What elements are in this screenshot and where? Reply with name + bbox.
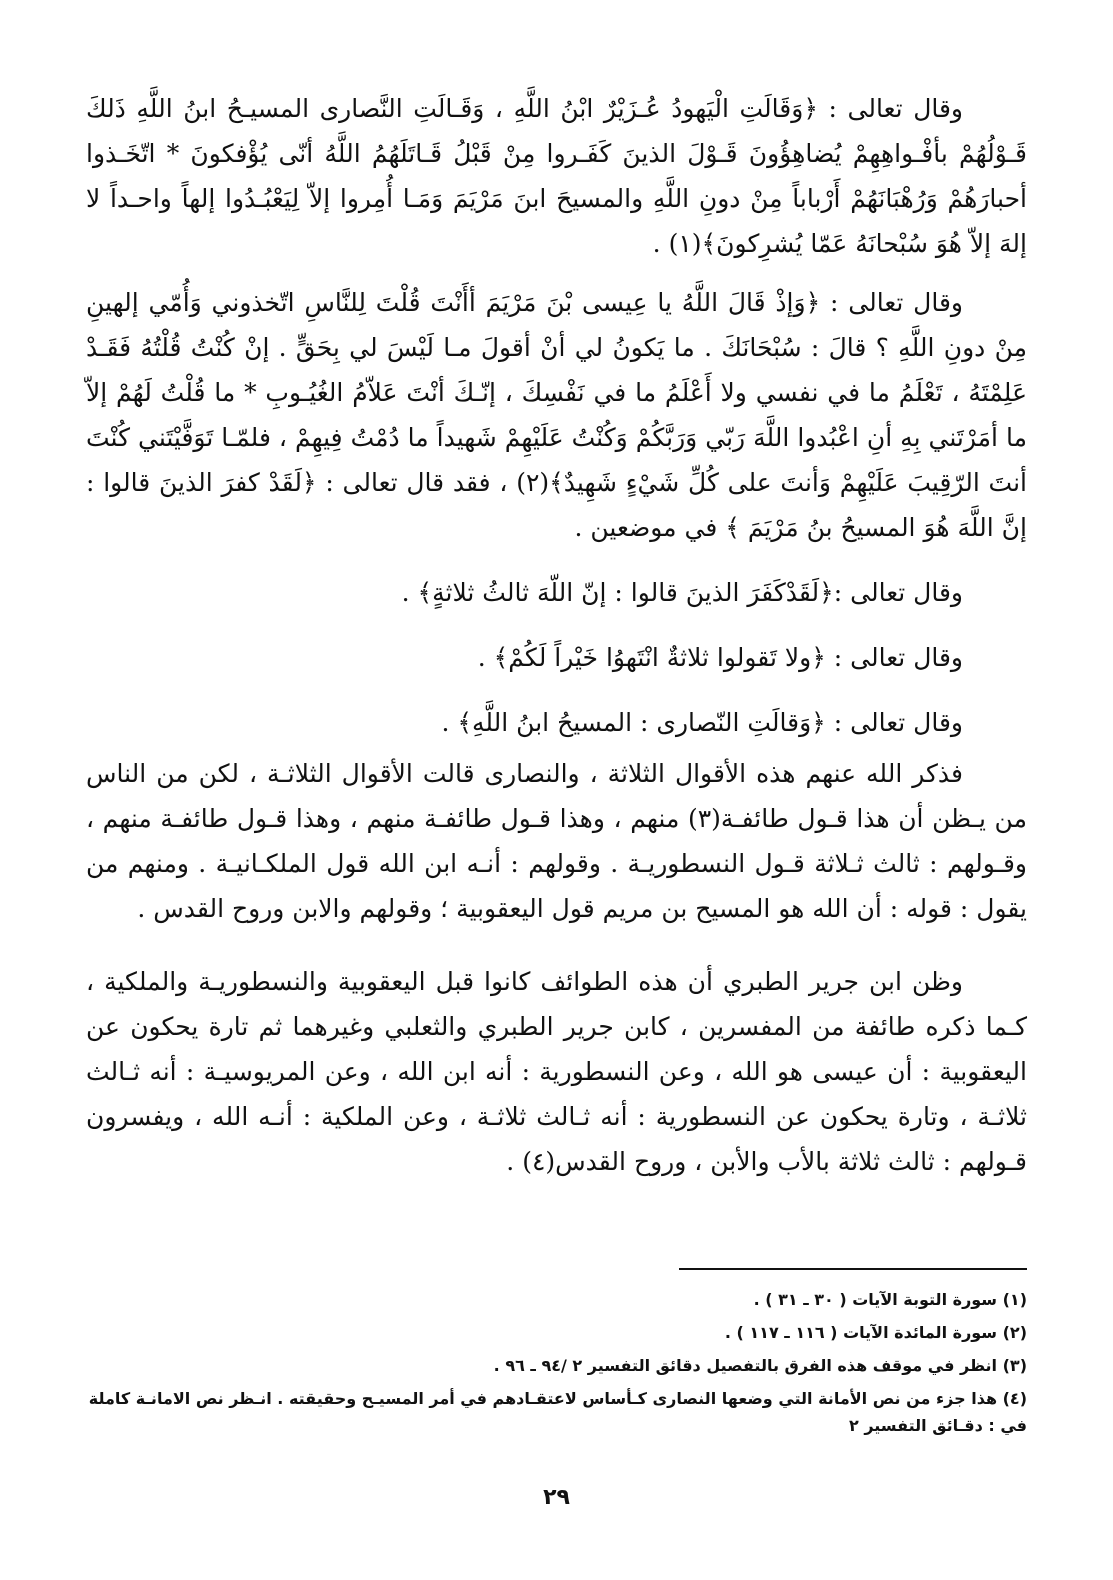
page-number: ٢٩ [543,1485,570,1510]
paragraph-4: وظن ابن جرير الطبري أن هذه الطوائف كانوا قبل اليعقوبية والنسطوريـة والملكية ، كـما ذكره طائفة من المفسرين ، كابن جرير الطبري والثعلبي وغيرهما ثم تارة يحكون عن اليعقوبية : أن عيسى هو الله ، وعن النسطورية : أنه ابن الله ، وعن المريوسيـة : أنه ثـالث ثلاثـة ، وتارة يحكون عن النسطورية : أنه ثـالث ثلاثـة ، وعن الملكية : أنـه الله ، ويفسرون قـولهم : ثالث ثلاثة بالأب والأبن ، وروح القدس(٤) . [86,967,1027,1176]
footnote-1: (١) سورة التوبة الآيات ( ٣٠ ـ ٣١ ) . [753,1290,1027,1309]
paragraph-3: فذكر الله عنهم هذه الأقوال الثلاثة ، والنصارى قالت الأقوال الثلاثـة ، لكن من الناس من يـظن أن هذا قـول طائفـة(٣) منهم ، وهذا قـول طائفـة منهم ، وهذا قـول طائفـة منهم ، وقـولهم : ثالث ثـلاثة قـول النسطوريـة . وقولهم : أنـه ابن الله قول الملكـانيـة . ومنهم من يقول : قوله : أن الله هو المسيح بن مريم قول اليعقوبية ؛ وقولهم والابن وروح القدس . [86,759,1027,923]
verse-line-3: وقال تعالى : ﴿وَقالَتِ النّصارى : المسيحُ ابنُ اللَّهِ﴾ . [441,708,963,737]
verse-line-1: وقال تعالى :﴿لَقَدْكَفَرَ الذينَ قالوا : إنّ اللّهَ ثالثُ ثلاثةٍ﴾ . [401,578,963,607]
footnote-4: (٤) هذا جزء من نص الأمانة التي وضعها النصارى كـأساس لاعتقـادهم في أمر المسيـح وحقيقته . انـظر نص الامانـة كاملة في : دقـائق التفسير ٢ [88,1389,1027,1435]
footnote-divider [679,1268,1027,1270]
paragraph-1: وقال تعالى : ﴿وَقَالَتِ الْيَهودُ عُـزَيْرٌ ابْنُ اللَّهِ ، وَقَـالَتِ النَّصارى المسيـحُ ابنُ اللَّهِ ذَلكَ قَـوْلُهُمْ بأفْـواهِهِمْ يُضاهِؤُونَ قَـوْلَ الذينَ كَفَـروا مِنْ قَبْلُ قَـاتَلَهُمُ اللَّهُ أنّى يُؤْفكونَ * اتّخَـذوا أحبارَهُمْ وَرُهْبَانَهُمْ أَرْباباً مِنْ دونِ اللَّهِ والمسيحَ ابنَ مَرْيَمَ وَمَـا أُمِروا إلاّ لِيَعْبُـدُوا إلهاً واحـداً لا إلهَ إلاّ هُوَ سُبْحانَهُ عَمّا يُشرِكونَ﴾(١) . [86,94,1027,258]
footnote-3: (٣) انظر في موقف هذه الفرق بالتفصيل دقائق التفسير ٢ /٩٤ ـ ٩٦ . [493,1356,1027,1375]
verse-line-2: وقال تعالى : ﴿ولا تَقولوا ثلاثةٌ انْتَهوُا خَيْراً لَكُمْ﴾ . [477,643,963,672]
main-text [86,86,1027,1184]
paragraph-2: وقال تعالى : ﴿وَإذْ قَالَ اللَّهُ يا عِيسى بْنَ مَرْيَمَ أأَنْتَ قُلْتَ لِلنَّاسِ اتّخذوني وَأُمّي إلهينِ مِنْ دونِ اللَّهِ ؟ قالَ : سُبْحَانَكَ . ما يَكونُ لي أنْ أقولَ مـا لَيْسَ لي بِحَقٍّ . إنْ كُنْتُ قُلْتُهُ فَقَـدْ عَلِمْتَهُ ، تَعْلَمُ ما في نفسي ولا أَعْلَمُ ما في نَفْسِكَ ، إنّـكَ أنْتَ عَلاّمُ الغُيُـوبِ * ما قُلْتُ لَهُمْ إلاّ ما أمَرْتَني بِهِ أنِ اعْبُدوا اللَّهَ رَبّي وَرَبَّكُمْ وَكُنْتُ عَلَيْهِمْ شَهيداً ما دُمْتُ فِيهِمْ ، فلمّـا تَوَفَّيْتَني كُنْتَ أنتَ الرّقِيبَ عَلَيْهِمْ وَأنتَ على كُلِّ شَيْءٍ شَهِيدٌ﴾(٢) ، فقد قال تعالى : ﴿لَقَدْ كفرَ الذينَ قالوا : إنَّ اللَّهَ هُوَ المسيحُ بنُ مَرْيَمَ ﴾ في موضعين . [86,288,1027,542]
footnote-2: (٢) سورة المائدة الآيات ( ١١٦ ـ ١١٧ ) . [724,1323,1027,1342]
footnotes [86,1286,1027,1439]
